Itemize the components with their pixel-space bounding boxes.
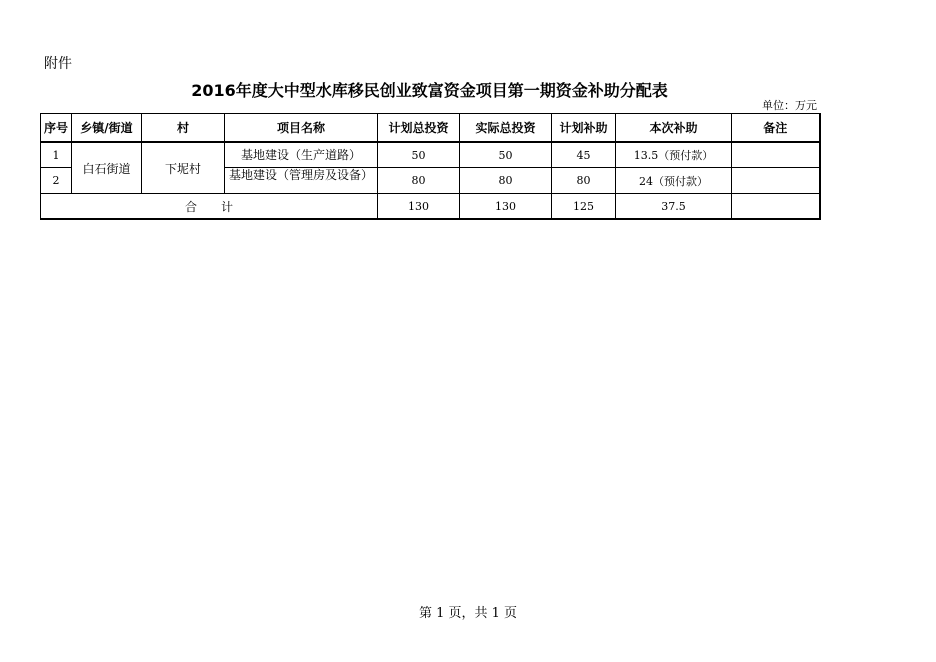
- cell-project: 基地建设（管理房及设备）: [228, 168, 373, 182]
- total-planned-subsidy: 125: [552, 194, 616, 220]
- table-row: [41, 142, 820, 168]
- cell-actual-total: 50: [460, 142, 552, 168]
- header-no: 序号: [41, 114, 72, 143]
- total-planned-total: 130: [378, 194, 460, 220]
- header-project: 项目名称: [225, 114, 378, 143]
- cell-planned-total: 50: [378, 142, 460, 168]
- header-this-subsidy: 本次补助: [616, 114, 732, 143]
- total-actual-total: 130: [460, 194, 552, 220]
- cell-no: 2: [41, 168, 72, 194]
- total-label: 合 计: [41, 194, 378, 220]
- total-this-subsidy: 37.5: [616, 194, 732, 220]
- cell-town: 白石街道: [72, 142, 142, 194]
- header-remark: 备注: [732, 114, 820, 143]
- header-actual-total: 实际总投资: [460, 114, 552, 143]
- table-header-row: [41, 114, 820, 143]
- header-village: 村: [142, 114, 225, 143]
- cell-no: 1: [41, 142, 72, 168]
- cell-village: 下坭村: [142, 142, 225, 194]
- header-planned-subsidy: 计划补助: [552, 114, 616, 143]
- cell-project: 基地建设（生产道路）: [225, 142, 378, 168]
- unit-label: 单位：万元: [762, 99, 817, 112]
- cell-remark: [732, 168, 820, 194]
- page-footer: 第 1 页，共 1 页: [418, 606, 518, 621]
- attachment-label: 附件: [44, 56, 72, 72]
- cell-planned-subsidy: 80: [552, 168, 616, 194]
- page-title: 2016年度大中型水库移民创业致富资金项目第一期资金补助分配表: [191, 81, 668, 100]
- cell-this-subsidy: 13.5（预付款）: [616, 142, 732, 168]
- cell-remark: [732, 142, 820, 168]
- header-town: 乡镇/街道: [72, 114, 142, 143]
- total-remark: [732, 194, 820, 220]
- cell-actual-total: 80: [460, 168, 552, 194]
- header-planned-total: 计划总投资: [378, 114, 460, 143]
- cell-this-subsidy: 24（预付款）: [616, 168, 732, 194]
- cell-planned-subsidy: 45: [552, 142, 616, 168]
- total-row: [41, 194, 820, 220]
- allocation-table: [40, 113, 821, 220]
- cell-planned-total: 80: [378, 168, 460, 194]
